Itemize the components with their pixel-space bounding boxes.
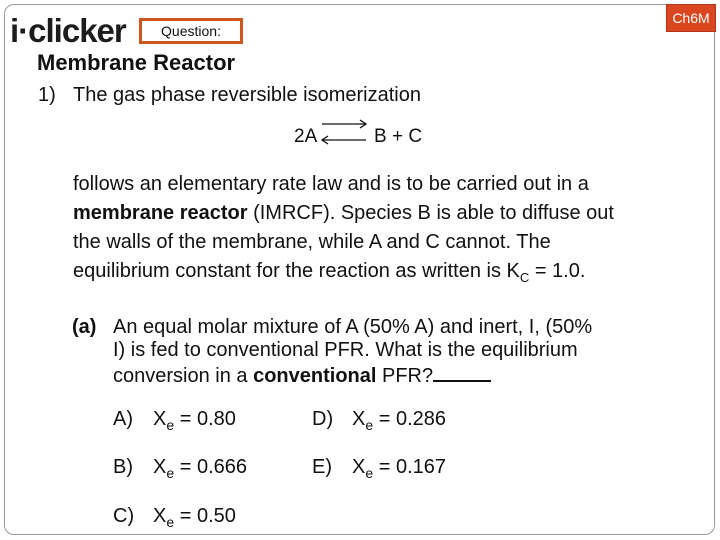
para-line: follows an elementary rate law and is to be carried out in a	[73, 173, 589, 195]
choice-a[interactable]: A) $X_e = 0.80$	[113, 408, 236, 433]
reaction-reactant: 2A	[294, 126, 318, 147]
problem-number: 1)	[38, 84, 56, 106]
bold-term: membrane reactor	[73, 202, 248, 224]
choice-d[interactable]: D) $X_e = 0.286$	[312, 408, 446, 433]
para-line: membrane reactor (IMRCF). Species B is able to diffuse out	[73, 202, 614, 224]
para-line: the walls of the membrane, while A and C cannot. The	[73, 231, 551, 253]
chapter-badge: Ch6M	[666, 4, 716, 32]
reaction-products: B + C	[374, 126, 423, 147]
slide-title: Membrane Reactor	[37, 50, 236, 75]
answer-blank	[433, 362, 491, 382]
choice-e[interactable]: E) $X_e = 0.167$	[312, 456, 446, 481]
problem-paragraph	[73, 170, 673, 292]
equilibrium-arrows-icon	[316, 118, 372, 148]
problem-intro: The gas phase reversible isomerization	[73, 84, 421, 106]
logo-text: i·clicker	[10, 12, 126, 49]
choice-b[interactable]: B) $X_e = 0.666$	[113, 456, 247, 481]
part-a-text: An equal molar mixture of A (50% A) and inert, I, (50% I) is fed to conventional PFR. What is the equilibrium conversion in a conventional PFR?	[113, 316, 593, 387]
choice-c[interactable]: C) $X_e = 0.50$	[113, 505, 236, 530]
reaction-equation	[294, 126, 434, 154]
para-line: equilibrium constant for the reaction as written is $K_C = 1.0$.	[73, 260, 586, 285]
part-a-label: (a)	[72, 316, 97, 338]
question-label-box: Question:	[139, 18, 243, 44]
